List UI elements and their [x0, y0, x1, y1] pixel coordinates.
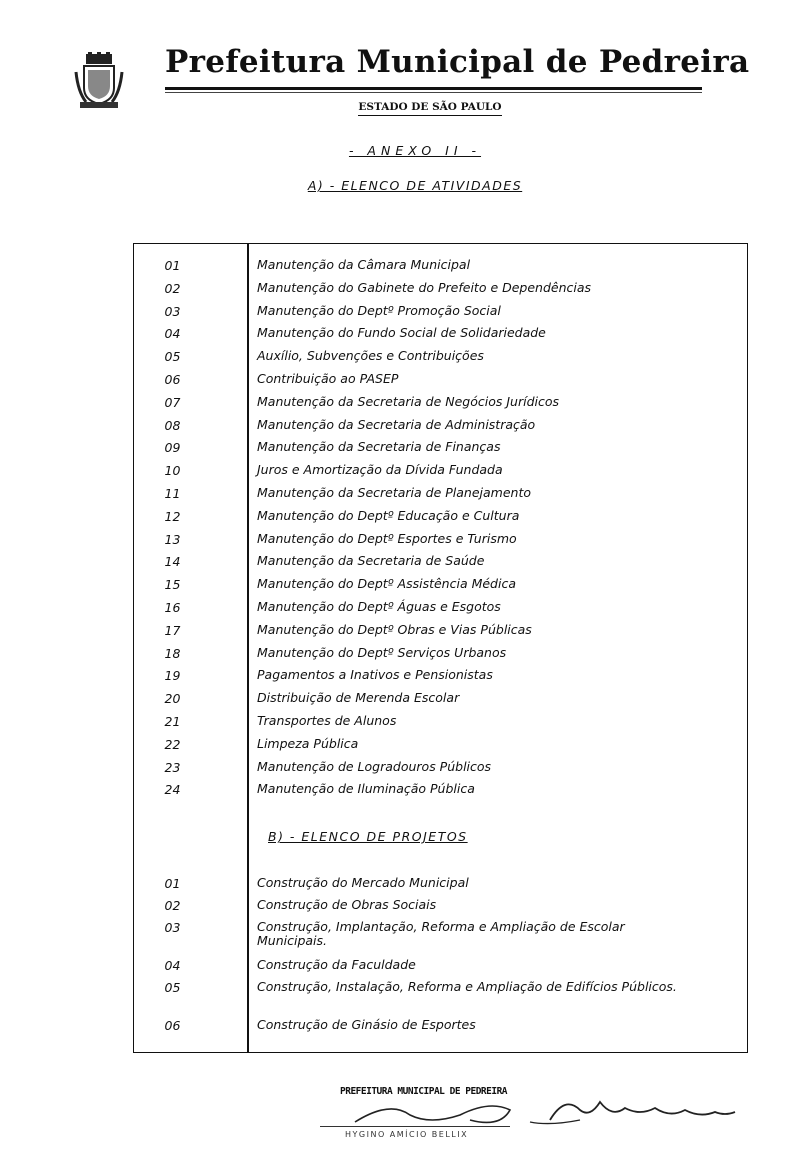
- section-a-code: 08: [164, 417, 181, 433]
- section-a-label: Juros e Amortização da Dívida Fundada: [257, 462, 503, 478]
- section-a-label: Manutenção do Deptº Esportes e Turismo: [257, 530, 517, 546]
- section-a-label: Auxílio, Subvenções e Contribuições: [257, 348, 484, 364]
- section-a-label: Pagamentos a Inativos e Pensionistas: [257, 667, 493, 683]
- section-a-label: Manutenção do Deptº Assistência Médica: [257, 576, 516, 592]
- section-a-label: Manutenção do Deptº Promoção Social: [257, 302, 501, 318]
- page-title: Prefeitura Municipal de Pedreira: [165, 44, 750, 80]
- section-a-code: 13: [164, 531, 181, 547]
- section-a-label: Manutenção da Secretaria de Negócios Jurídicos: [257, 393, 560, 409]
- section-a-code: 14: [164, 554, 181, 570]
- section-a-title: A) - ELENCO DE ATIVIDADES: [307, 178, 523, 193]
- section-a-label: Manutenção do Deptº Educação e Cultura: [257, 507, 520, 523]
- section-a-code: 17: [164, 622, 181, 638]
- section-b-label: Construção do Mercado Municipal: [257, 875, 469, 890]
- section-a-code: 24: [164, 782, 181, 798]
- section-a-label: Manutenção de Iluminação Pública: [257, 781, 475, 797]
- section-a-label: Limpeza Pública: [257, 735, 359, 751]
- section-a-code: 06: [164, 372, 181, 387]
- section-b-heading: [268, 829, 468, 844]
- section-a-code: 05: [164, 349, 181, 365]
- section-a-label: Manutenção da Câmara Municipal: [257, 257, 471, 272]
- section-a-code: 04: [164, 326, 181, 342]
- section-a-code: 16: [164, 600, 181, 615]
- signer-name: HYGINO AMÍCIO BELLIX: [345, 1130, 469, 1139]
- annex-title-text: - ANEXO II -: [348, 143, 482, 158]
- section-a-label: Manutenção do Gabinete do Prefeito e Dependências: [257, 279, 592, 295]
- state-subtitle-text: ESTADO DE SÃO PAULO: [358, 101, 501, 116]
- section-a-label: Manutenção do Deptº Águas e Esgotos: [257, 599, 501, 614]
- section-a-code: 19: [164, 668, 181, 684]
- section-a-label: Manutenção do Deptº Serviços Urbanos: [257, 644, 507, 660]
- section-b-code: 03: [164, 920, 181, 935]
- section-a-code: 22: [164, 736, 181, 752]
- section-a-code: 23: [164, 759, 181, 775]
- prefeitura-stamp: PREFEITURA MUNICIPAL DE PEDREIRA: [340, 1086, 508, 1097]
- section-b-code: 05: [164, 980, 181, 995]
- section-a-code: 02: [164, 280, 181, 296]
- section-a-code: 15: [164, 577, 181, 593]
- column-divider: [247, 243, 249, 1053]
- section-a-label: Distribuição de Merenda Escolar: [257, 690, 460, 706]
- annex-title: [0, 143, 800, 158]
- handwritten-signatures: [350, 1090, 770, 1130]
- section-a-code: 12: [164, 508, 181, 524]
- section-b-label: Construção, Instalação, Reforma e Ampliação de Edifícios Públicos.: [257, 979, 677, 994]
- section-a-label: Manutenção da Secretaria de Planejamento: [257, 485, 532, 500]
- section-a-label: Transportes de Alunos: [257, 713, 397, 728]
- state-subtitle: [0, 101, 800, 113]
- section-a-label: Contribuição ao PASEP: [257, 371, 399, 386]
- section-a-code: 18: [164, 645, 181, 661]
- section-a-code: 07: [164, 394, 181, 410]
- section-a-label: Manutenção da Secretaria de Administração: [257, 416, 536, 432]
- header-rule: [165, 87, 702, 90]
- section-b-code: 04: [164, 958, 181, 973]
- section-b-code: 06: [164, 1018, 181, 1033]
- header-rule-thin: [165, 92, 702, 93]
- section-a-heading: [0, 178, 800, 193]
- section-a-label: Manutenção da Secretaria de Finanças: [257, 439, 501, 455]
- section-b-label: Construção, Implantação, Reforma e Ampliação de Escolar Municipais.: [257, 919, 625, 948]
- section-a-code: 03: [164, 303, 181, 319]
- section-b-label: Construção de Ginásio de Esportes: [257, 1017, 476, 1032]
- section-b-label: Construção de Obras Sociais: [257, 897, 437, 912]
- section-a-label: Manutenção de Logradouros Públicos: [257, 758, 492, 774]
- section-a-code: 11: [164, 486, 181, 501]
- section-b-code: 02: [164, 898, 181, 913]
- section-a-label: Manutenção do Fundo Social de Solidariedade: [257, 325, 546, 341]
- section-b-label: Construção da Faculdade: [257, 957, 416, 972]
- section-a-code: 01: [164, 258, 181, 273]
- section-a-code: 09: [164, 440, 181, 456]
- section-a-label: Manutenção do Deptº Obras e Vias Públicas: [257, 621, 532, 637]
- section-b-code: 01: [164, 876, 181, 891]
- section-a-code: 10: [164, 463, 181, 479]
- section-a-label: Manutenção da Secretaria de Saúde: [257, 553, 485, 569]
- section-a-code: 21: [164, 714, 181, 729]
- section-b-title: B) - ELENCO DE PROJETOS: [268, 829, 468, 844]
- section-a-code: 20: [164, 691, 181, 707]
